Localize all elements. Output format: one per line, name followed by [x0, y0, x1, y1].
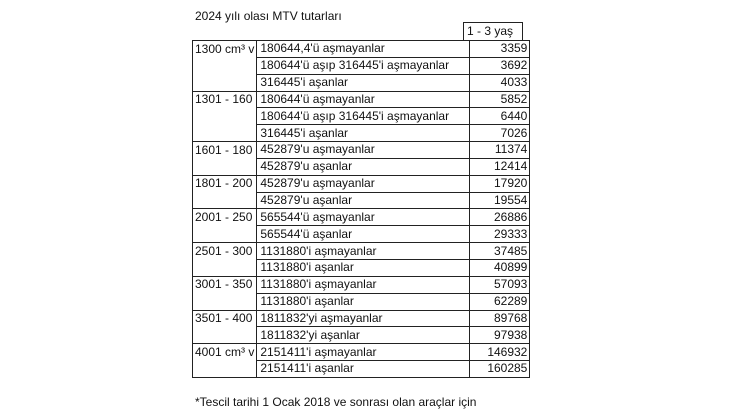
value-range-cell: 1131880'i aşanlar	[257, 259, 470, 276]
table-row	[193, 125, 530, 142]
value-range-cell: 180644,4'ü aşmayanlar	[257, 41, 470, 58]
engine-group-cell	[193, 125, 257, 142]
value-range-cell: 180644'ü aşmayanlar	[257, 91, 470, 108]
value-range-cell: 1811832'yi aşmayanlar	[257, 310, 470, 327]
table-row	[193, 276, 530, 293]
column-header-age: 1 - 3 yaş	[463, 22, 523, 40]
engine-group-cell: 1301 - 160	[193, 91, 257, 108]
value-range-cell: 1131880'i aşmayanlar	[257, 243, 470, 260]
engine-group-cell	[193, 361, 257, 378]
tax-amount-cell: 17920	[470, 175, 530, 192]
tax-amount-cell: 97938	[470, 327, 530, 344]
tax-amount-cell: 62289	[470, 293, 530, 310]
value-range-cell: 316445'i aşanlar	[257, 125, 470, 142]
value-range-cell: 452879'u aşanlar	[257, 158, 470, 175]
tax-amount-cell: 26886	[470, 209, 530, 226]
table-row	[193, 344, 530, 361]
table-row	[193, 226, 530, 243]
value-range-cell: 2151411'i aşmayanlar	[257, 344, 470, 361]
tax-amount-cell: 3359	[470, 41, 530, 58]
table-row	[193, 158, 530, 175]
engine-group-cell: 1801 - 200	[193, 175, 257, 192]
engine-group-cell	[193, 57, 257, 74]
value-range-cell: 565544'ü aşanlar	[257, 226, 470, 243]
value-range-cell: 1811832'yi aşanlar	[257, 327, 470, 344]
table-row	[193, 310, 530, 327]
value-range-cell: 316445'i aşanlar	[257, 74, 470, 91]
engine-group-cell: 3001 - 350	[193, 276, 257, 293]
engine-group-cell	[193, 293, 257, 310]
tax-amount-cell: 19554	[470, 192, 530, 209]
mtv-table	[192, 40, 530, 378]
sheet-title: 2024 yılı olası MTV tutarları	[195, 9, 342, 23]
engine-group-cell: 1300 cm³ v	[193, 41, 257, 58]
tax-amount-cell: 160285	[470, 361, 530, 378]
table-row	[193, 57, 530, 74]
value-range-cell: 452879'u aşmayanlar	[257, 142, 470, 159]
tax-amount-cell: 5852	[470, 91, 530, 108]
value-range-cell: 1131880'i aşanlar	[257, 293, 470, 310]
engine-group-cell	[193, 192, 257, 209]
footnote: *Tescil tarihi 1 Ocak 2018 ve sonrası olan araçlar için	[195, 395, 477, 409]
engine-group-cell	[193, 158, 257, 175]
tax-amount-cell: 37485	[470, 243, 530, 260]
table-row	[193, 91, 530, 108]
value-range-cell: 565544'ü aşmayanlar	[257, 209, 470, 226]
engine-group-cell: 2001 - 250	[193, 209, 257, 226]
engine-group-cell	[193, 226, 257, 243]
table-row	[193, 361, 530, 378]
table-row	[193, 209, 530, 226]
table-row	[193, 293, 530, 310]
table-row	[193, 175, 530, 192]
tax-amount-cell: 12414	[470, 158, 530, 175]
tax-amount-cell: 89768	[470, 310, 530, 327]
value-range-cell: 180644'ü aşıp 316445'i aşmayanlar	[257, 108, 470, 125]
engine-group-cell	[193, 108, 257, 125]
engine-group-cell: 1601 - 180	[193, 142, 257, 159]
tax-amount-cell: 11374	[470, 142, 530, 159]
tax-amount-cell: 6440	[470, 108, 530, 125]
table-row	[193, 41, 530, 58]
value-range-cell: 1131880'i aşmayanlar	[257, 276, 470, 293]
tax-amount-cell: 57093	[470, 276, 530, 293]
table-row	[193, 243, 530, 260]
engine-group-cell: 4001 cm³ v	[193, 344, 257, 361]
table-row	[193, 108, 530, 125]
tax-amount-cell: 3692	[470, 57, 530, 74]
table-row	[193, 327, 530, 344]
table-row	[193, 192, 530, 209]
table-row	[193, 259, 530, 276]
tax-amount-cell: 146932	[470, 344, 530, 361]
tax-amount-cell: 40899	[470, 259, 530, 276]
engine-group-cell: 2501 - 300	[193, 243, 257, 260]
tax-amount-cell: 4033	[470, 74, 530, 91]
engine-group-cell	[193, 74, 257, 91]
value-range-cell: 452879'u aşmayanlar	[257, 175, 470, 192]
value-range-cell: 180644'ü aşıp 316445'i aşmayanlar	[257, 57, 470, 74]
value-range-cell: 452879'u aşanlar	[257, 192, 470, 209]
engine-group-cell: 3501 - 400	[193, 310, 257, 327]
tax-amount-cell: 7026	[470, 125, 530, 142]
table-row	[193, 74, 530, 91]
value-range-cell: 2151411'i aşanlar	[257, 361, 470, 378]
engine-group-cell	[193, 327, 257, 344]
engine-group-cell	[193, 259, 257, 276]
table-row	[193, 142, 530, 159]
tax-amount-cell: 29333	[470, 226, 530, 243]
